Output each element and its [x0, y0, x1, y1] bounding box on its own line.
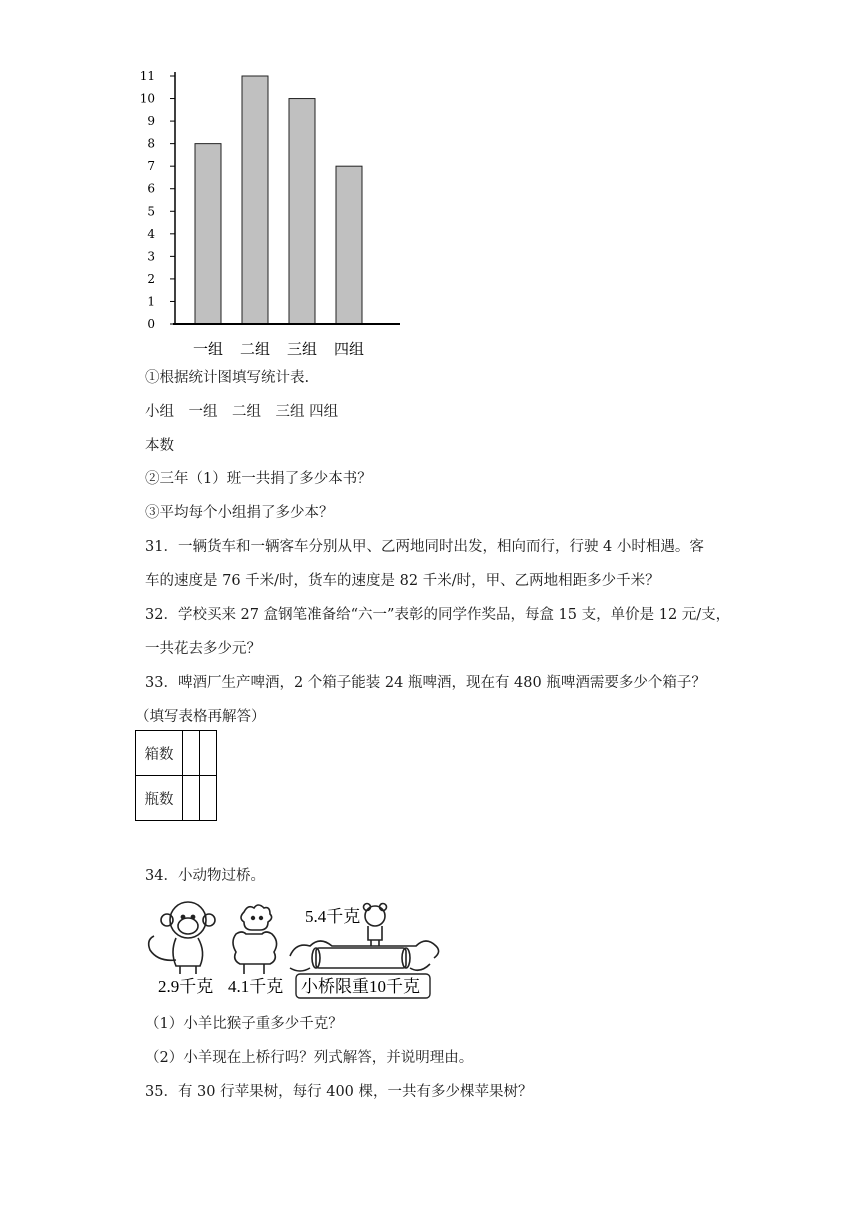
bridge-sign-label: 小桥限重10千克 — [301, 977, 420, 996]
q34-part1: （1）小羊比猴子重多少千克？ — [145, 1016, 343, 1032]
table-row — [136, 731, 217, 776]
q33-line1: 33．啤酒厂生产啤酒，2 个箱子能装 24 瓶啤酒，现在有 480 瓶啤酒需要多少个箱子？ — [145, 675, 706, 691]
y-tick-label: 3 — [147, 249, 155, 264]
sheep-icon — [233, 905, 277, 974]
q31-line1: 31．一辆货车和一辆客车分别从甲、乙两地同时出发，相向而行，行驶 4 小时相遇。客 — [145, 539, 704, 555]
bear-icon — [364, 904, 387, 947]
y-tick-label: 11 — [140, 69, 155, 83]
bar — [336, 166, 362, 324]
animal-bridge-illustration — [140, 890, 440, 1002]
q31-line2: 车的速度是 76 千米/时，货车的速度是 82 千米/时，甲、乙两地相距多少千米？ — [145, 573, 660, 589]
q33-line2: （填写表格再解答） — [135, 709, 266, 725]
sheep-weight-label: 4.1千克 — [228, 977, 284, 996]
bar-chart — [140, 62, 410, 362]
y-tick-label: 0 — [147, 317, 155, 331]
q30-table-row: 本数 — [145, 438, 174, 454]
table-cell-boxes: 箱数 — [136, 731, 183, 776]
y-tick-label: 5 — [147, 204, 155, 219]
q30-part1: ①根据统计图填写统计表. — [145, 370, 310, 386]
x-axis-labels — [193, 341, 364, 358]
y-tick-label: 9 — [147, 114, 155, 129]
bar — [242, 76, 268, 324]
y-axis-ticks — [140, 69, 175, 331]
bar — [289, 99, 315, 324]
q30-table-header: 小组 一组 二组 三组 四组 — [145, 404, 339, 420]
q32-line1: 32．学校买来 27 盒钢笔准备给“六一”表彰的同学作奖品，每盒 15 支，单价是 12 元/支， — [145, 607, 731, 623]
x-tick-label: 三组 — [286, 342, 318, 358]
q30-part3: ③平均每个小组捐了多少本？ — [145, 505, 334, 521]
table-cell-blank — [200, 731, 217, 776]
bridge-icon — [290, 941, 439, 971]
q30-part2: ②三年（1）班一共捐了多少本书？ — [145, 471, 372, 487]
bars — [195, 76, 362, 324]
y-tick-label: 6 — [147, 181, 155, 196]
y-tick-label: 10 — [140, 91, 155, 106]
table-cell-blank — [200, 776, 217, 821]
q35: 35．有 30 行苹果树，每行 400 棵，一共有多少棵苹果树？ — [145, 1084, 533, 1100]
x-tick-label: 四组 — [333, 342, 365, 358]
monkey-weight-label: 2.9千克 — [158, 977, 214, 996]
y-tick-label: 4 — [147, 226, 155, 241]
y-tick-label: 2 — [147, 271, 155, 286]
bar — [195, 144, 221, 324]
table-cell-blank — [183, 776, 200, 821]
table-cell-bottles: 瓶数 — [136, 776, 183, 821]
table-row — [136, 776, 217, 821]
q34-title: 34．小动物过桥。 — [145, 868, 265, 884]
monkey-icon — [149, 902, 215, 974]
y-tick-label: 1 — [147, 294, 155, 309]
x-tick-label: 二组 — [239, 342, 271, 358]
bear-weight-label: 5.4千克 — [305, 907, 361, 926]
table-cell-blank — [183, 731, 200, 776]
y-tick-label: 8 — [147, 136, 155, 151]
q32-line2: 一共花去多少元？ — [145, 641, 261, 657]
q34-part2: （2）小羊现在上桥行吗？列式解答，并说明理由。 — [145, 1050, 474, 1066]
y-tick-label: 7 — [147, 159, 155, 174]
x-tick-label: 一组 — [192, 342, 224, 358]
q33-table — [135, 730, 217, 821]
